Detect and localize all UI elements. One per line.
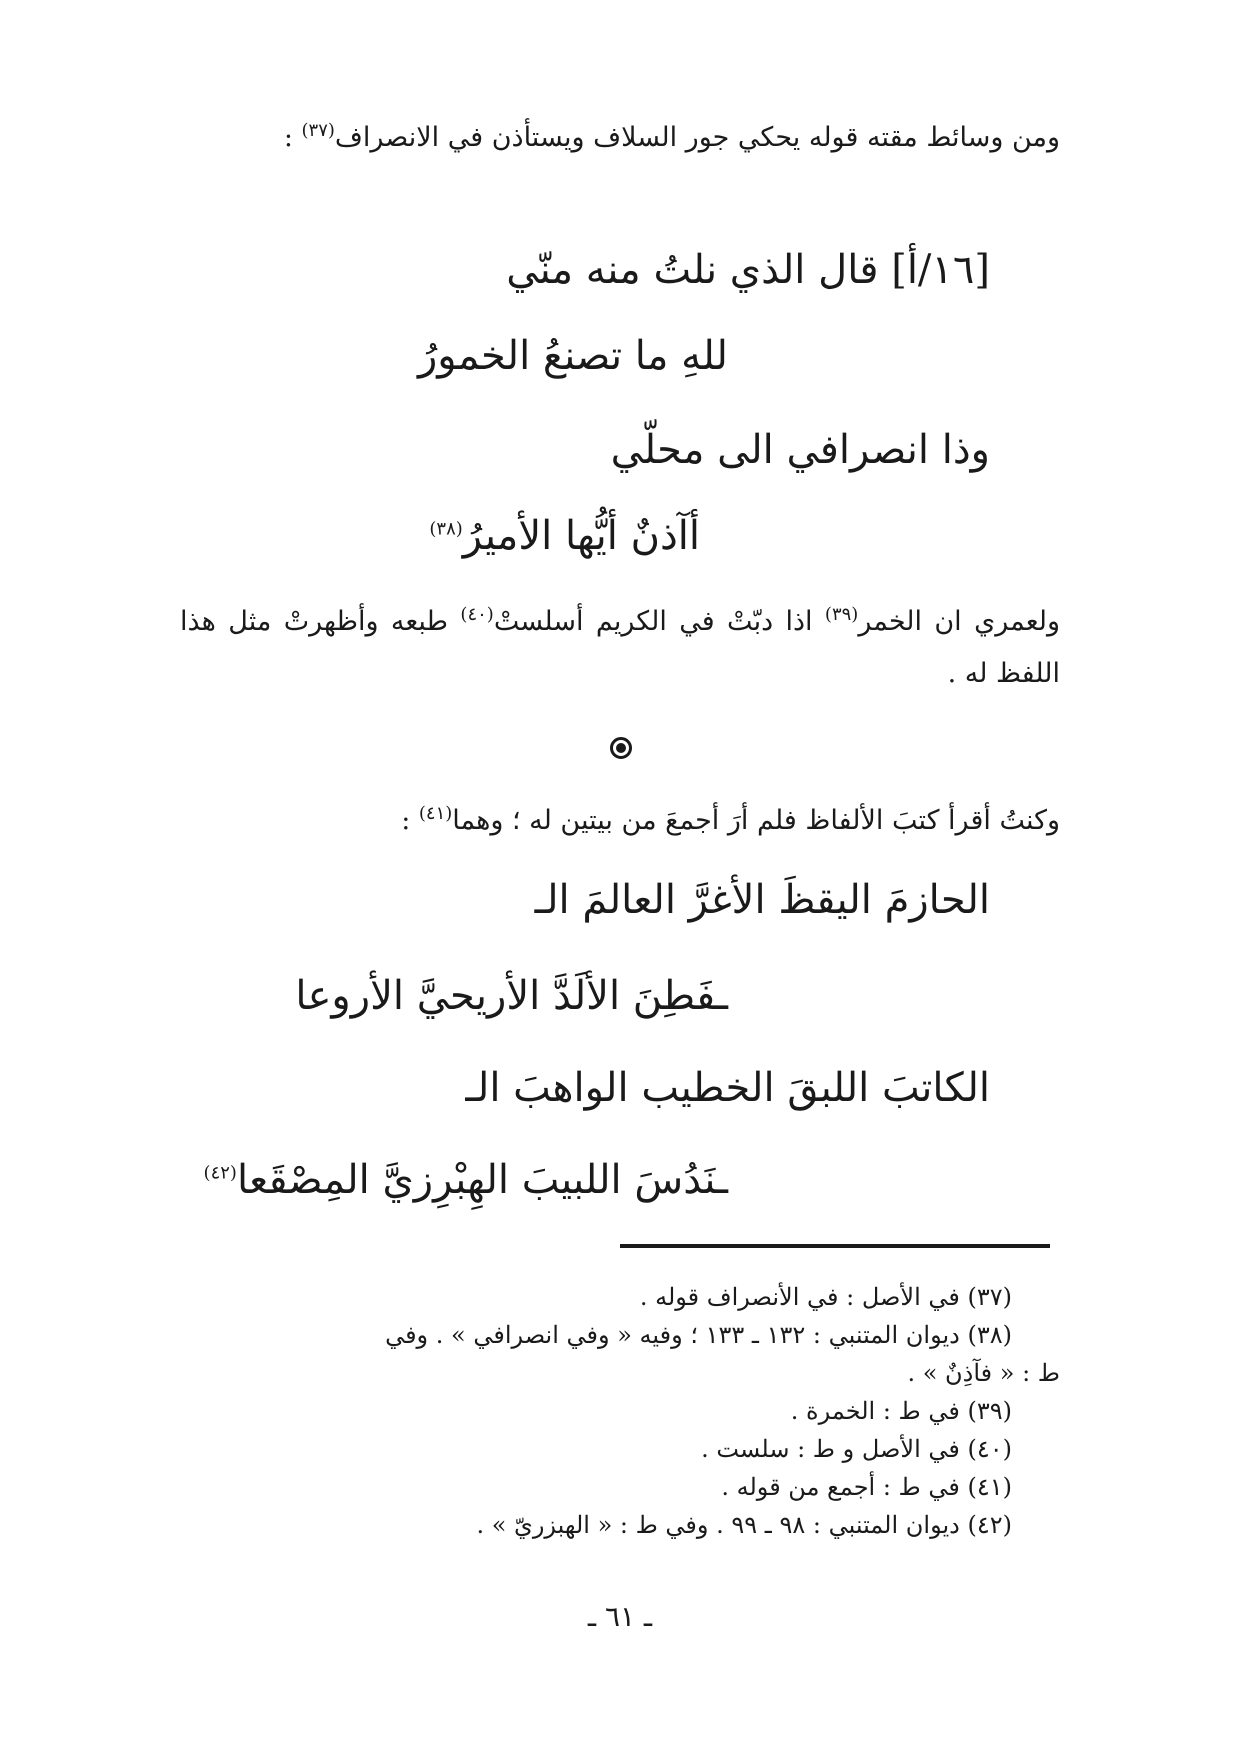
poem2-line4 bbox=[204, 1150, 728, 1210]
footnote-ref-39: (٣٩) bbox=[824, 604, 859, 625]
poem1-line3: وذا انصرافي الى محلّي bbox=[610, 427, 990, 473]
footnote-ref-40: (٤٠) bbox=[460, 604, 494, 625]
poem2-line4-text: ـنَدُسَ اللبيبَ الهِبْرِزيَّ المِصْقَعا bbox=[236, 1157, 728, 1203]
poem2-line2: ـفَطِنَ الألَدَّ الأريحيَّ الأروعا bbox=[295, 973, 728, 1019]
paragraph-2-part1: ولعمري ان الخمر bbox=[858, 606, 1060, 637]
footnote-ref-41: (٤١) bbox=[418, 803, 453, 824]
poem1-line4 bbox=[429, 506, 700, 566]
footnote-ref-38: (٣٨) bbox=[429, 518, 463, 540]
poem1-line4-text: أآذنٌ أيُّها الأميرُ bbox=[462, 513, 700, 559]
section-separator-dot bbox=[610, 737, 632, 759]
footnotes-list bbox=[180, 1278, 1060, 1544]
footnote-ref-37: (٣٧) bbox=[301, 120, 335, 141]
paragraph-2-part3: طبعه وأظهرتْ مثل هذا اللفظ له . bbox=[180, 606, 1060, 689]
footnote-item: (٣٧) في الأصل : في الأنصراف قوله . bbox=[639, 1283, 1012, 1311]
footnote-item-continuation: ط : « فآذِنٌ » . bbox=[907, 1359, 1060, 1387]
poem2-line3: الكاتبَ اللبقَ الخطيب الواهبَ الـ bbox=[465, 1065, 990, 1111]
poem2-line1: الحازمَ اليقظَ الأغرَّ العالمَ الـ bbox=[534, 877, 990, 923]
poem1-line2: للهِ ما تصنعُ الخمورُ bbox=[417, 333, 728, 379]
page-number: ـ ٦١ ـ bbox=[587, 1600, 653, 1633]
footnote-item: (٤١) في ط : أجمع من قوله . bbox=[721, 1473, 1012, 1501]
footnote-item: (٣٩) في ط : الخمرة . bbox=[790, 1397, 1012, 1425]
paragraph-2 bbox=[180, 596, 1060, 700]
paragraph-2-part2: اذا دبّتْ في الكريم أسلستْ bbox=[493, 606, 825, 637]
footnote-item: (٤٠) في الأصل و ط : سلست . bbox=[701, 1435, 1012, 1463]
paragraph-3-suffix: : bbox=[401, 805, 419, 836]
intro-suffix: : bbox=[283, 122, 302, 153]
footnote-separator-rule bbox=[620, 1244, 1050, 1248]
intro-paragraph bbox=[180, 112, 1060, 164]
footnote-ref-42: (٤٢) bbox=[203, 1162, 237, 1184]
footnote-item: (٤٢) ديوان المتنبي : ٩٨ ـ ٩٩ . وفي ط : « الهبزريّ » . bbox=[476, 1511, 1012, 1539]
intro-text: ومن وسائط مقته قوله يحكي جور السلاف ويستأذن في الانصراف bbox=[334, 122, 1060, 153]
paragraph-3-text: وكنتُ أقرأ كتبَ الألفاظ فلم أرَ أجمعَ من بيتين له ؛ وهما bbox=[452, 805, 1060, 836]
paragraph-3 bbox=[180, 795, 1060, 847]
footnote-item: (٣٨) ديوان المتنبي : ١٣٢ ـ ١٣٣ ؛ وفيه « وفي انصرافي » . وفي bbox=[385, 1321, 1012, 1349]
poem1-line1: [١٦/أ] قال الذي نلتُ منه منّي bbox=[506, 247, 990, 293]
